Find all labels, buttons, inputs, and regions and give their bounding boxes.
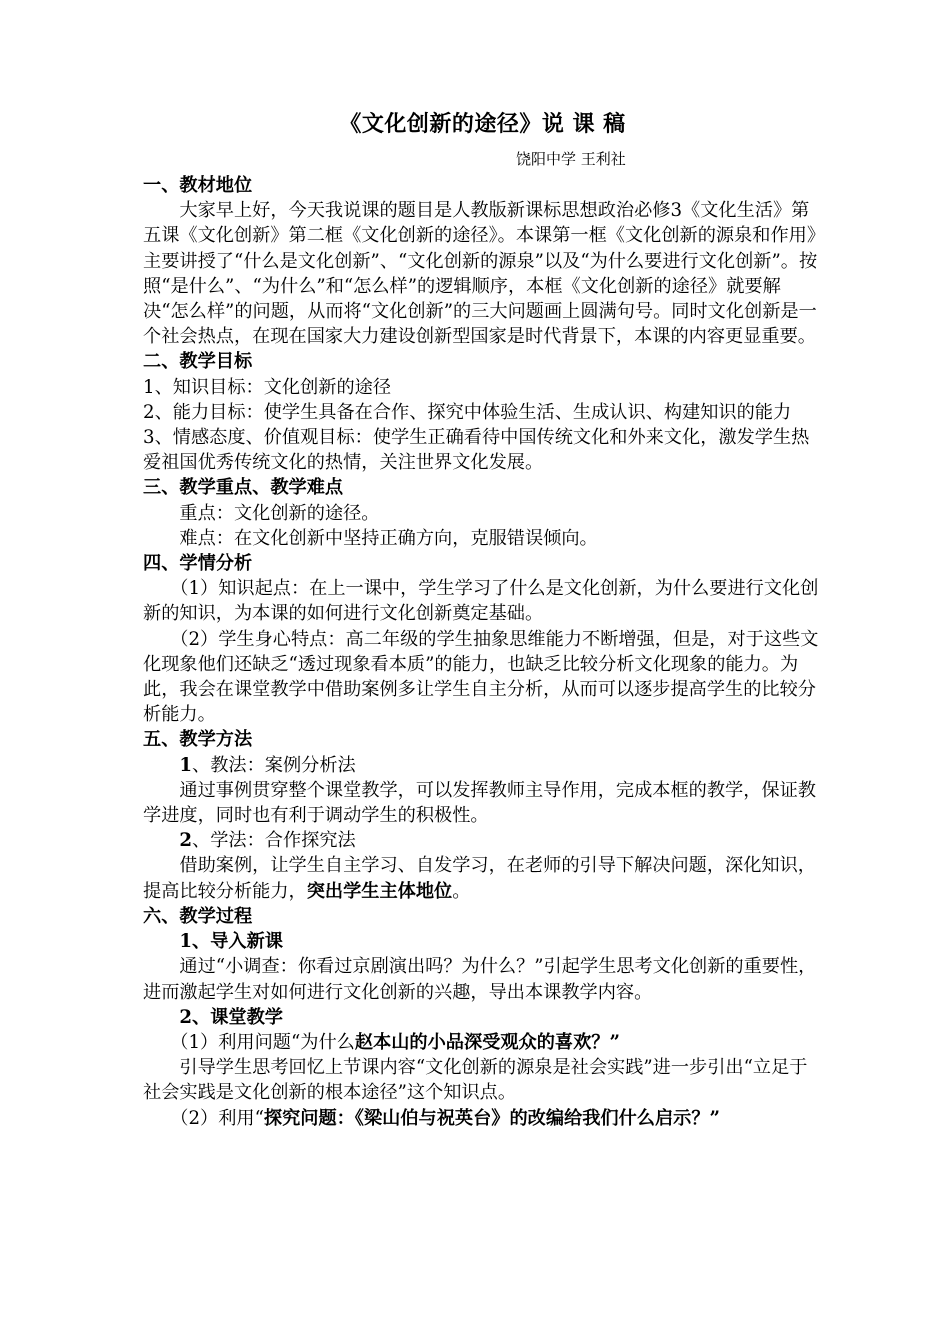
paragraph-teaching-method: 通过事例贯穿整个课堂教学，可以发挥教师主导作用，完成本框的教学，保证教学进度，同时也有利于调动学生的积极性。: [143, 779, 816, 827]
section-heading-3: 三、教学重点、教学难点: [143, 477, 344, 499]
paragraph-learning-method: [143, 853, 822, 903]
section-heading-2: 二、教学目标: [143, 351, 253, 373]
key-point: 重点：文化创新的途径。: [179, 502, 380, 524]
goal-knowledge: 1、知识目标：文化创新的途径: [143, 376, 392, 398]
subheading-intro: 1、导入新课: [179, 931, 283, 953]
learning-text-c: 。: [452, 880, 471, 902]
difficult-point: 难点：在文化创新中坚持正确方向，克服错误倾向。: [179, 527, 598, 549]
question-1: [143, 1030, 822, 1055]
paragraph-knowledge-start: （1）知识起点：在上一课中，学生学习了什么是文化创新，为什么要进行文化创新的知识，为本课的如何进行文化创新奠定基础。: [143, 578, 819, 625]
method-learning: [143, 828, 822, 853]
goal-emotion: 3、情感态度、价值观目标：使学生正确看待中国传统文化和外来文化，激发学生热爱祖国优秀传统文化的热情，关注世界文化发展。: [143, 427, 810, 474]
paragraph-guide: 引导学生思考回忆上节课内容“文化创新的源泉是社会实践”进一步引出“立足于社会实践是文化创新的根本途径”这个知识点。: [143, 1057, 808, 1104]
paragraph-textbook-position: 大家早上好，今天我说课的题目是人教版新课标思想政治必修3《文化生活》第五课《文化创新》第二框《文化创新的途径》。本课第一框《文化创新的源泉和作用》主要讲授了“什么是文化创新”、“文化创新的源泉”以及“为什么要进行文化创新”。按照“是什么”、“为什么”和“怎么样”的逻辑顺序，本框《文化创新的途径》就要解决“怎么样”的问题，从而将“文化创新”的三大问题画上圆满句号。同时文化创新是一个社会热点，在现在国家大力建设创新型国家是时代背景下，本课的内容更显重要。: [143, 200, 818, 348]
question-1-lead: （1）利用问题“为什么: [170, 1031, 355, 1053]
goal-ability: 2、能力目标：使学生具备在合作、探究中体验生活、生成认识、构建知识的能力: [143, 401, 792, 423]
document-body: [143, 173, 822, 1131]
method-teaching: [143, 753, 822, 778]
section-heading-1: 一、教材地位: [143, 175, 253, 196]
document-title: 《文化创新的途径》说 课 稿: [339, 111, 626, 137]
question-2-lead: （2）利用“: [170, 1107, 264, 1129]
subheading-classroom: 2、课堂教学: [179, 1006, 283, 1028]
method-learning-label: 、学法：合作探究法: [192, 830, 356, 852]
question-2: [143, 1106, 822, 1131]
method-learning-number: 2: [179, 830, 193, 852]
method-teaching-number: 1: [179, 754, 193, 776]
paragraph-intro: 通过“小调查：你看过京剧演出吗？为什么？”引起学生思考文化创新的重要性，进而激起学生对如何进行文化创新的兴趣，导出本课教学内容。: [143, 956, 817, 1003]
method-teaching-label: 、教法：案例分析法: [192, 754, 356, 776]
question-2-bold: 探究问题：《梁山伯与祝英台》的改编给我们什么启示？”: [263, 1107, 720, 1129]
author-line: 饶阳中学 王利社: [516, 150, 626, 168]
section-heading-6: 六、教学过程: [143, 905, 253, 927]
learning-text-a: 借助案例，让学生自主学习、自发学习，在老师的引导下解决问题，深化知识，提高比较分析能力，: [143, 855, 816, 902]
paragraph-student-traits: （2）学生身心特点：高二年级的学生抽象思维能力不断增强，但是，对于这些文化现象他们还缺乏“透过现象看本质”的能力，也缺乏比较分析文化现象的能力。为此，我会在课堂教学中借助案例多让学生自主分析，从而可以逐步提高学生的比较分析能力。: [143, 628, 819, 726]
section-heading-4: 四、学情分析: [143, 553, 253, 575]
section-heading-5: 五、教学方法: [143, 729, 253, 751]
question-1-bold: 赵本山的小品深受观众的喜欢？”: [354, 1031, 620, 1053]
learning-text-bold: 突出学生主体地位: [306, 880, 453, 902]
